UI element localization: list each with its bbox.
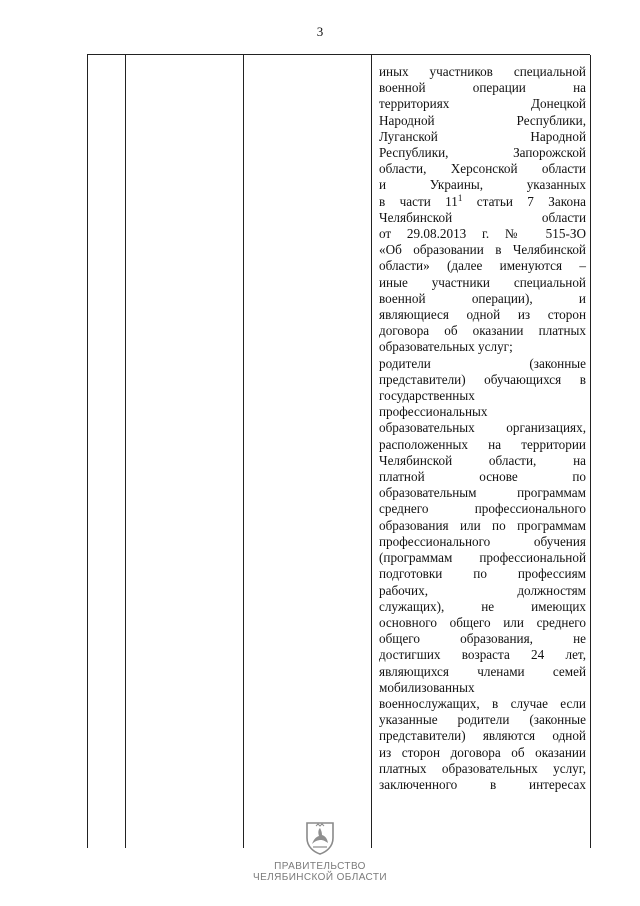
text-line: и Украины, указанных bbox=[379, 177, 586, 193]
text-line: среднего профессионального bbox=[379, 501, 586, 517]
text-line: Народной Республики, bbox=[379, 112, 586, 128]
text-line: Челябинской области, на bbox=[379, 452, 586, 468]
text-line: иных участников специальной bbox=[379, 64, 586, 79]
text-line: представители) являются одной bbox=[379, 728, 586, 744]
table-column-1 bbox=[88, 55, 126, 848]
text-line: «Об образовании в Челябинской bbox=[379, 242, 586, 258]
text-line: достигших возраста 24 лет, bbox=[379, 647, 586, 663]
text-line: договора об оказании платных bbox=[379, 323, 586, 339]
text-line: профессиональных bbox=[379, 404, 488, 420]
page-number: 3 bbox=[316, 24, 324, 39]
text-line: представители) обучающихся в bbox=[379, 371, 586, 387]
table-column-4-text bbox=[372, 55, 591, 848]
text-line: области» (далее именуются – bbox=[379, 258, 586, 274]
table-column-2 bbox=[126, 55, 244, 848]
footer-region-line: ЧЕЛЯБИНСКОЙ ОБЛАСТИ bbox=[253, 872, 387, 883]
text-line: служащих), не имеющих bbox=[379, 598, 586, 614]
text-fragment: статьи 7 Закона bbox=[462, 193, 586, 209]
text-line: подготовки по профессиям bbox=[379, 566, 586, 582]
text-line: территориях Донецкой bbox=[379, 96, 586, 112]
text-line: являющиеся одной из сторон bbox=[379, 307, 586, 323]
text-line: военной операции), и bbox=[379, 290, 586, 306]
text-line: образовательных организациях, bbox=[379, 420, 586, 436]
text-line: государственных bbox=[379, 388, 475, 404]
text-line: расположенных на территории bbox=[379, 436, 586, 452]
text-line: мобилизованных bbox=[379, 679, 475, 695]
government-footer bbox=[0, 820, 640, 883]
text-line: общего образования, не bbox=[379, 631, 586, 647]
text-line-with-superscript bbox=[379, 194, 586, 210]
text-line: платных образовательных услуг, bbox=[379, 760, 586, 776]
text-line: указанные родители (законные bbox=[379, 712, 586, 728]
text-line: образовательным программам bbox=[379, 485, 586, 501]
text-line: Республики, Запорожской bbox=[379, 145, 586, 161]
text-line: иные участники специальной bbox=[379, 274, 586, 290]
text-line: военнослужащих, в случае если bbox=[379, 695, 586, 711]
document-table bbox=[87, 54, 590, 848]
text-line: военной операции на bbox=[379, 80, 586, 96]
text-line: платной основе по bbox=[379, 469, 586, 485]
text-line: Челябинской области bbox=[379, 209, 586, 225]
text-line: являющихся членами семей bbox=[379, 663, 586, 679]
table-column-3 bbox=[244, 55, 372, 848]
footer-organization-line: ПРАВИТЕЛЬСТВО bbox=[274, 861, 366, 872]
text-line: рабочих, должностям bbox=[379, 582, 586, 598]
text-line: образовательных услуг; bbox=[379, 339, 513, 355]
text-line: основного общего или среднего bbox=[379, 614, 586, 630]
text-line: (программам профессиональной bbox=[379, 550, 586, 566]
text-fragment: в части 11 bbox=[379, 193, 458, 209]
superscript: 1 bbox=[457, 192, 463, 203]
text-line: Луганской Народной bbox=[379, 128, 586, 144]
text-line: родители (законные bbox=[379, 355, 586, 371]
text-line: из сторон договора об оказании bbox=[379, 744, 586, 760]
text-line: области, Херсонской области bbox=[379, 161, 586, 177]
text-line: от 29.08.2013 г. № 515-ЗО bbox=[379, 226, 586, 242]
text-line: образования или по программам bbox=[379, 517, 586, 533]
text-line: профессионального обучения bbox=[379, 533, 586, 549]
coat-of-arms-icon bbox=[304, 820, 336, 856]
text-line: заключенного в интересах bbox=[379, 776, 586, 792]
